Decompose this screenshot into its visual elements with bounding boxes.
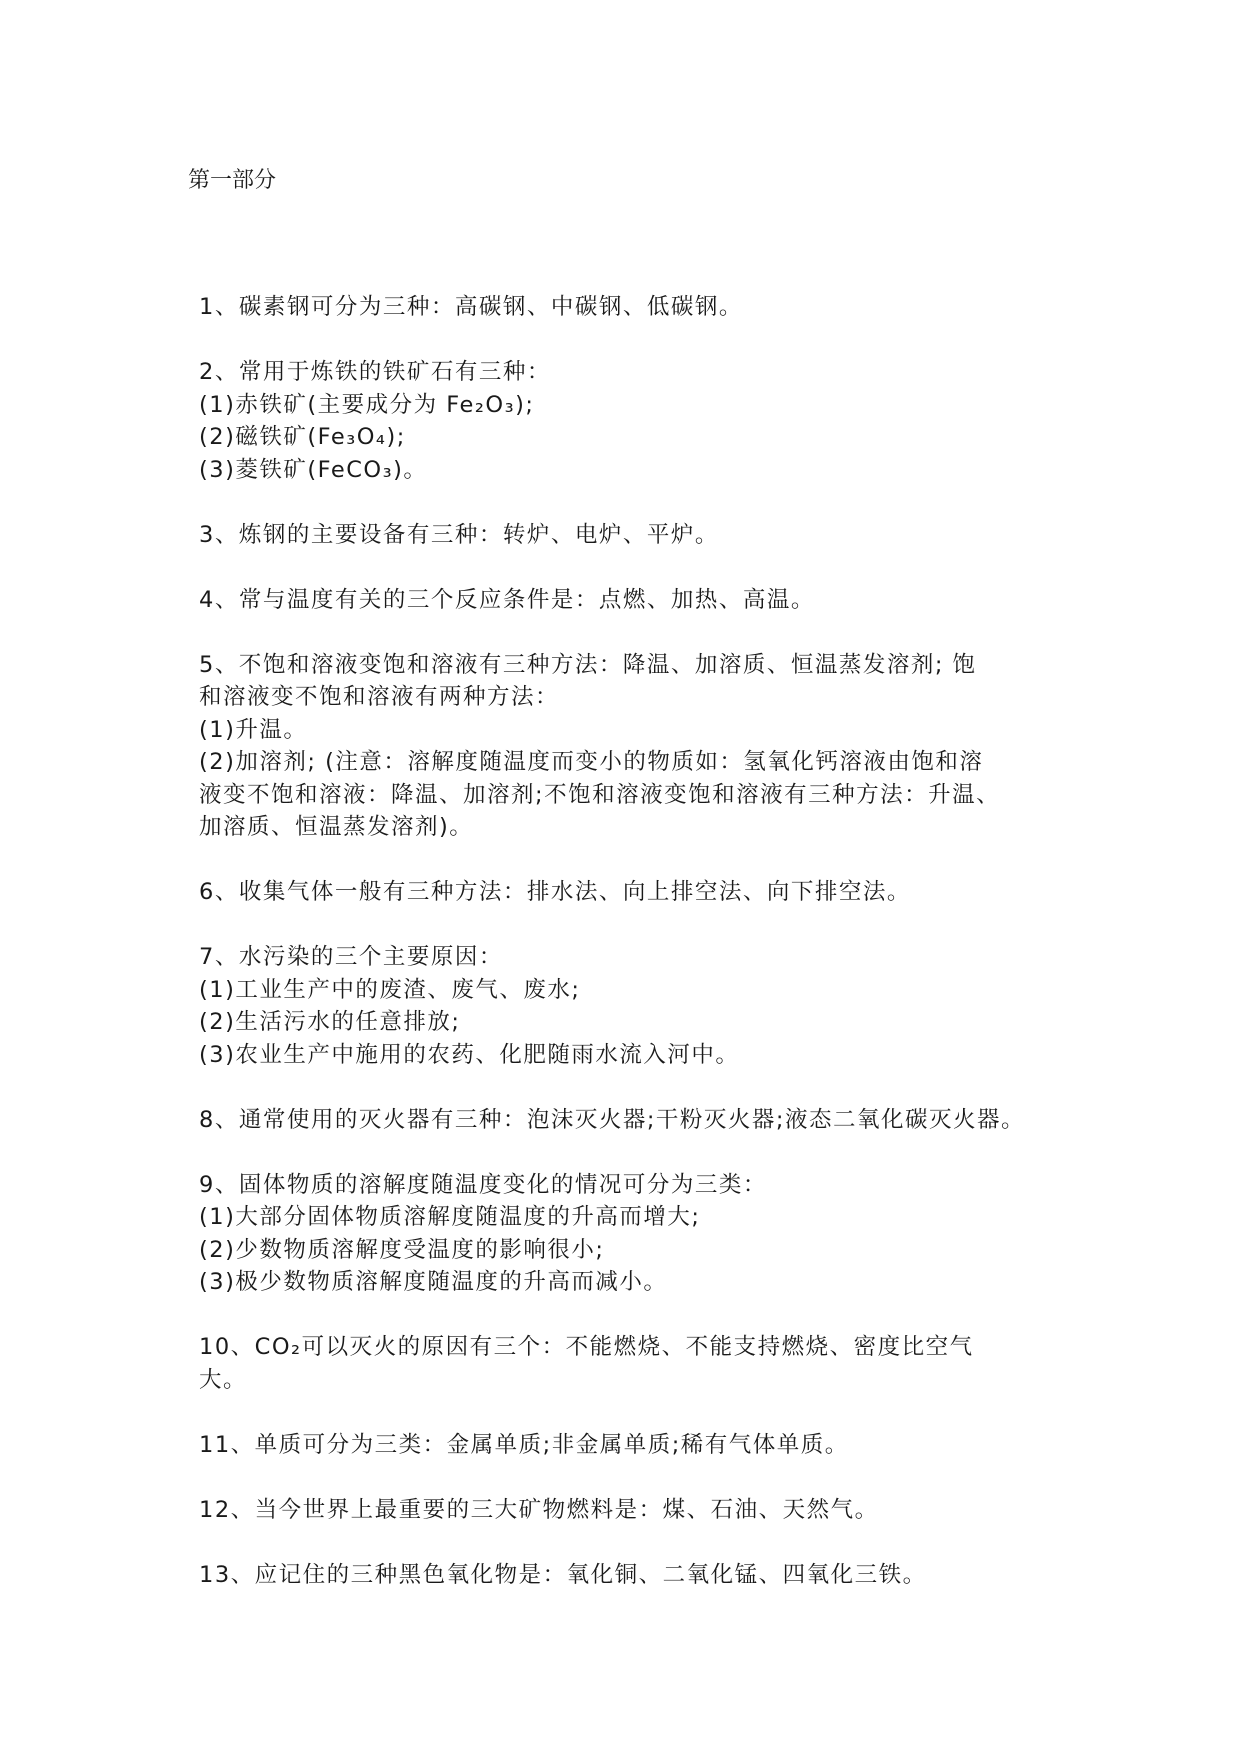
text-line: (1)升温。 — [199, 716, 308, 743]
list-item — [199, 1429, 1079, 1462]
text-line: 和溶液变不饱和溶液有两种方法： — [199, 684, 560, 710]
text-line: (1)赤铁矿(主要成分为 Fe₂O₃); — [199, 391, 535, 418]
text-line: (3)农业生产中施用的农药、化肥随雨水流入河中。 — [199, 1041, 740, 1068]
text-line: 加溶质、恒温蒸发溶剂)。 — [199, 814, 474, 840]
text-line: 1、碳素钢可分为三种：高碳钢、中碳钢、低碳钢。 — [199, 294, 743, 320]
list-item — [199, 1104, 1079, 1137]
text-line: (2)生活污水的任意排放; — [199, 1009, 461, 1035]
list-item — [199, 1331, 1079, 1396]
text-line: (3)极少数物质溶解度随温度的升高而减小。 — [199, 1269, 668, 1295]
text-line: 6、收集气体一般有三种方法：排水法、向上排空法、向下排空法。 — [199, 879, 911, 905]
text-line: 8、通常使用的灭火器有三种：泡沫灭火器;干粉灭火器;液态二氧化碳灭火器。 — [199, 1106, 1025, 1133]
text-line: 液变不饱和溶液：降温、加溶剂;不饱和溶液变饱和溶液有三种方法：升温、 — [199, 781, 1001, 808]
document-body — [199, 291, 1079, 1624]
text-line: 11、单质可分为三类：金属单质;非金属单质;稀有气体单质。 — [199, 1431, 849, 1458]
list-item — [199, 1494, 1079, 1527]
text-line: 4、常与温度有关的三个反应条件是：点燃、加热、高温。 — [199, 586, 815, 613]
list-item — [199, 876, 1079, 909]
list-item — [199, 519, 1079, 552]
text-line: (2)少数物质溶解度受温度的影响很小; — [199, 1236, 605, 1263]
text-line: 5、不饱和溶液变饱和溶液有三种方法：降温、加溶质、恒温蒸发溶剂; 饱 — [199, 651, 977, 678]
list-item — [199, 584, 1079, 617]
text-line: 12、当今世界上最重要的三大矿物燃料是：煤、石油、天然气。 — [199, 1496, 879, 1523]
list-item — [199, 1559, 1079, 1592]
text-line: 13、应记住的三种黑色氧化物是：氧化铜、二氧化锰、四氧化三铁。 — [199, 1561, 927, 1588]
text-line: (2)加溶剂; (注意：溶解度随温度而变小的物质如：氢氧化钙溶液由饱和溶 — [199, 749, 984, 775]
text-line: 10、CO₂可以灭火的原因有三个：不能燃烧、不能支持燃烧、密度比空气 — [199, 1334, 974, 1360]
text-line: 大。 — [199, 1366, 248, 1393]
text-line: 9、固体物质的溶解度随温度变化的情况可分为三类： — [199, 1171, 767, 1198]
text-line: (1)工业生产中的废渣、废气、废水; — [199, 976, 581, 1003]
text-line: (2)磁铁矿(Fe₃O₄); — [199, 424, 406, 450]
text-line: 2、常用于炼铁的铁矿石有三种： — [199, 359, 551, 385]
text-line: 3、炼钢的主要设备有三种：转炉、电炉、平炉。 — [199, 521, 719, 548]
text-line: 7、水污染的三个主要原因： — [199, 944, 503, 970]
text-line: (3)菱铁矿(FeCO₃)。 — [199, 456, 428, 483]
list-item — [199, 1169, 1079, 1299]
list-item — [199, 649, 1079, 844]
list-item — [199, 356, 1079, 486]
list-item — [199, 941, 1079, 1071]
section-heading: 第一部分 — [188, 168, 277, 193]
list-item — [199, 291, 1079, 324]
text-line: (1)大部分固体物质溶解度随温度的升高而增大; — [199, 1204, 701, 1230]
